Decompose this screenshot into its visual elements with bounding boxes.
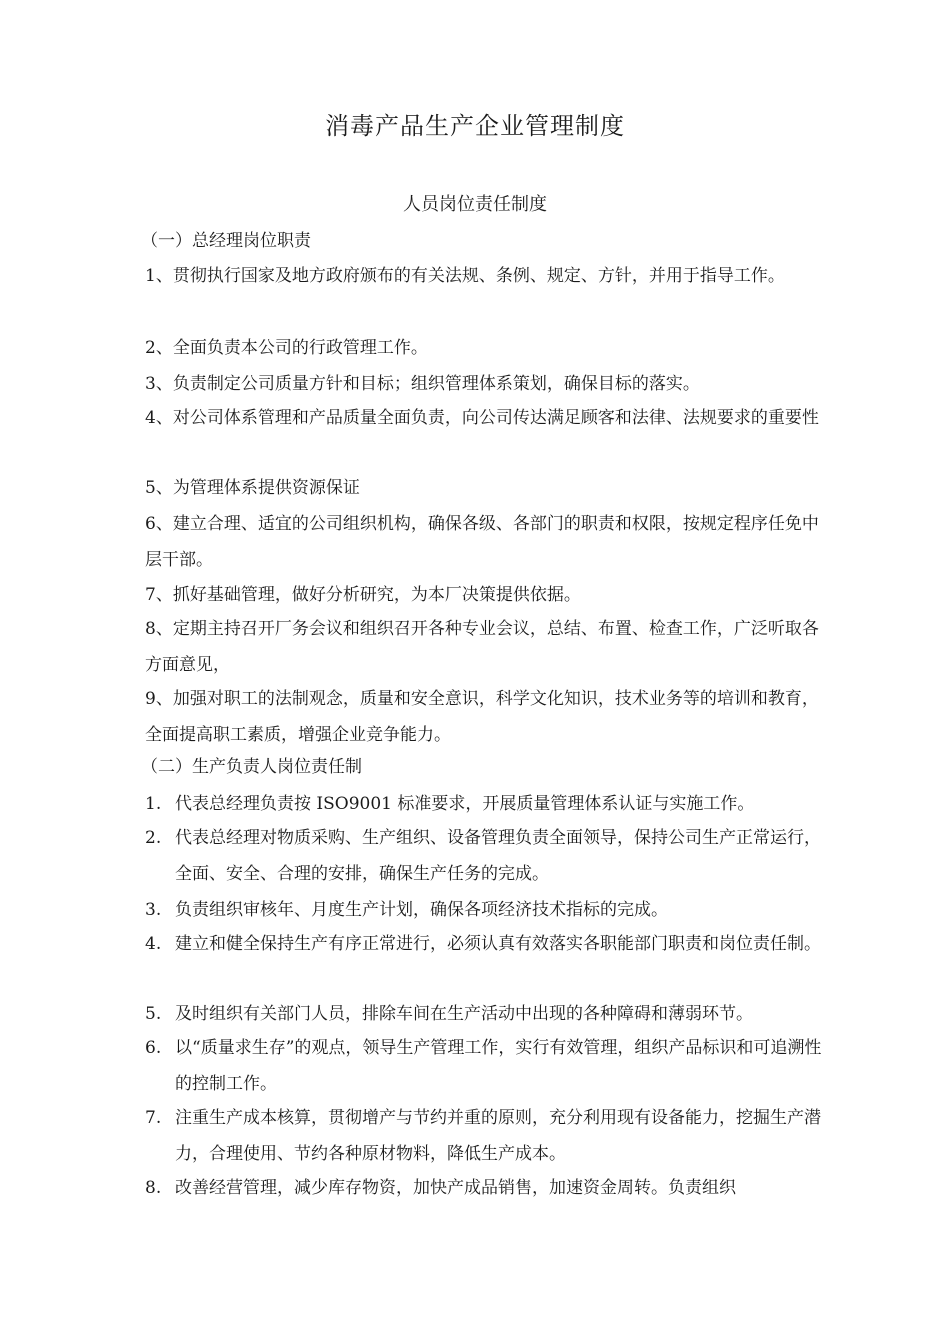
paragraph: 4、对公司体系管理和产品质量全面负责，向公司传达满足顾客和法律、法规要求的重要性 <box>145 408 819 428</box>
list-item <box>145 1170 825 1206</box>
paragraph: 9、加强对职工的法制观念，质量和安全意识，科学文化知识，技术业务等的培训和教育，全面提高职工素质，增强企业竞争能力。 <box>145 689 819 745</box>
list-item-text: 代表总经理负责按 ISO9001 标准要求，开展质量管理体系认证与实施工作。 <box>175 794 755 814</box>
paragraph: 1、贯彻执行国家及地方政府颁布的有关法规、条例、规定、方针，并用于指导工作。 <box>145 266 785 286</box>
part2-heading: （二）生产负责人岗位责任制 <box>141 757 362 777</box>
list-item <box>145 926 825 962</box>
page-title: 消毒产品生产企业管理制度 <box>325 112 625 140</box>
list-item-text: 注重生产成本核算，贯彻增产与节约并重的原则，充分利用现有设备能力，挖掘生产潜力，合理使用、节约各种原材物料，降低生产成本。 <box>175 1108 821 1164</box>
list-item-number: 7. <box>145 1108 162 1128</box>
list-item <box>145 996 825 1032</box>
paragraph: 3、负责制定公司质量方针和目标；组织管理体系策划，确保目标的落实。 <box>145 374 700 394</box>
list-item-text: 代表总经理对物质采购、生产组织、设备管理负责全面领导，保持公司生产正常运行，全面、安全、合理的安排，确保生产任务的完成。 <box>175 828 821 884</box>
list-item-number: 5. <box>145 1004 162 1024</box>
list-item-number: 1. <box>145 794 162 814</box>
list-item <box>145 1100 825 1172</box>
list-item-text: 建立和健全保持生产有序正常进行，必须认真有效落实各职能部门职责和岗位责任制。 <box>175 934 821 954</box>
list-item <box>145 786 825 822</box>
paragraph: 6、建立合理、适宜的公司组织机构，确保各级、各部门的职责和权限，按规定程序任免中层干部。 <box>145 514 819 570</box>
list-item-number: 3. <box>145 900 162 920</box>
list-item <box>145 1030 825 1102</box>
list-item-number: 6. <box>145 1038 162 1058</box>
list-item <box>145 820 825 892</box>
list-item-number: 8. <box>145 1178 162 1198</box>
list-item-text: 及时组织有关部门人员，排除车间在生产活动中出现的各种障碍和薄弱环节。 <box>175 1004 753 1024</box>
part1-heading: （一）总经理岗位职责 <box>141 231 311 251</box>
list-item <box>145 892 825 928</box>
paragraph: 7、抓好基础管理，做好分析研究，为本厂决策提供依据。 <box>145 585 581 605</box>
list-item-text: 以“质量求生存”的观点，领导生产管理工作，实行有效管理，组织产品标识和可追溯性的控制工作。 <box>175 1038 822 1094</box>
paragraph: 8、定期主持召开厂务会议和组织召开各种专业会议，总结、布置、检查工作，广泛听取各方面意见， <box>145 619 819 675</box>
list-item-number: 2. <box>145 828 162 848</box>
list-item-number: 4. <box>145 934 162 954</box>
paragraph: 2、全面负责本公司的行政管理工作。 <box>145 338 428 358</box>
list-item-text: 负责组织审核年、月度生产计划，确保各项经济技术指标的完成。 <box>175 900 668 920</box>
section-title: 人员岗位责任制度 <box>403 194 547 215</box>
list-item-text: 改善经营管理，减少库存物资，加快产成品销售，加速资金周转。负责组织 <box>175 1178 736 1198</box>
paragraph: 5、为管理体系提供资源保证 <box>145 478 360 498</box>
